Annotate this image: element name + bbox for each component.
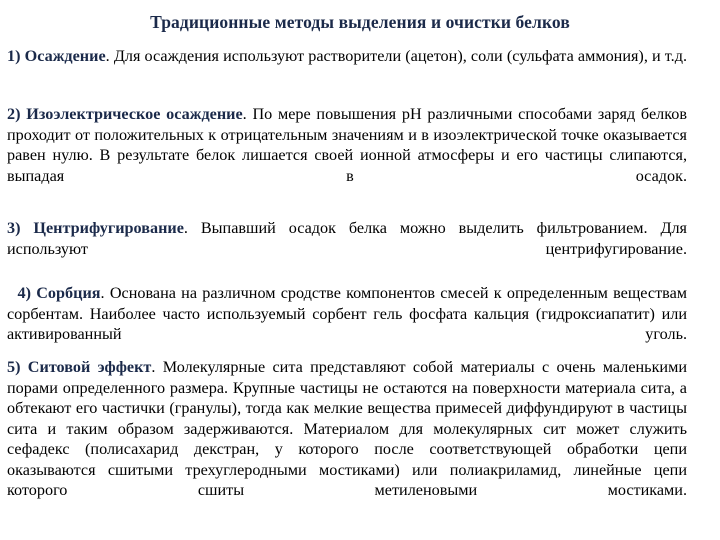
- section-term: Сорбция: [36, 284, 101, 302]
- section-number: 4): [17, 284, 31, 302]
- paragraph-isoelectric: [7, 104, 687, 186]
- section-number: 5): [7, 358, 21, 376]
- section-text: . Для осаждения используют растворители (ацетон), соли (сульфата аммония), и т.д.: [105, 47, 687, 65]
- paragraph-sorption: [7, 283, 687, 345]
- paragraph-sieve-effect: [7, 357, 687, 501]
- paragraph-centrifugation: [7, 218, 687, 259]
- section-number: 2): [7, 105, 21, 123]
- section-term: Ситовой эффект: [27, 358, 152, 376]
- section-text: . Выпавший осадок белка можно выделить фильтрованием. Для используют центрифугирование.: [7, 219, 688, 258]
- section-term: Изоэлектрическое осаждение: [26, 105, 243, 123]
- paragraph-precipitation: [7, 46, 687, 67]
- section-number: 1): [7, 47, 21, 65]
- section-number: 3): [7, 219, 21, 237]
- section-term: Осаждение: [24, 47, 106, 65]
- section-text: . Молекулярные сита представляют собой материалы с очень маленькими порами определенного размера. Крупные частицы не остаются на поверхности материала сита, а обтекают его частички (гранулы), тогда как мелкие вещества примесей диффундируют в частицы сита и таким образом задерживаются. Материалом для молекулярных сит может служить сефадекс (полисахарид декстран, у которого после соответствующей обработки цепи оказываются сшитыми трехуглеродными мостиками) или полиакриламид, линейные цепи которого сшиты метиленовыми мостиками.: [7, 358, 687, 499]
- section-text: . Основана на различном сродстве компонентов смесей к определенным веществам сорбентам. Наиболее часто используемый сорбент гель фосфата кальция (гидроксиапатит) или активированный уголь.: [7, 284, 688, 343]
- page-title: Традиционные методы выделения и очистки белков: [150, 12, 570, 32]
- section-text: . По мере повышения pH различными способами заряд белков проходит от положительных к отрицательным значениям и в изоэлектрической точке оказывается равен нулю. В результате белок лишается своей ионной атмосферы и его частицы слипаются, выпадая в осадок.: [7, 105, 687, 185]
- section-term: Центрифугирование: [33, 219, 184, 237]
